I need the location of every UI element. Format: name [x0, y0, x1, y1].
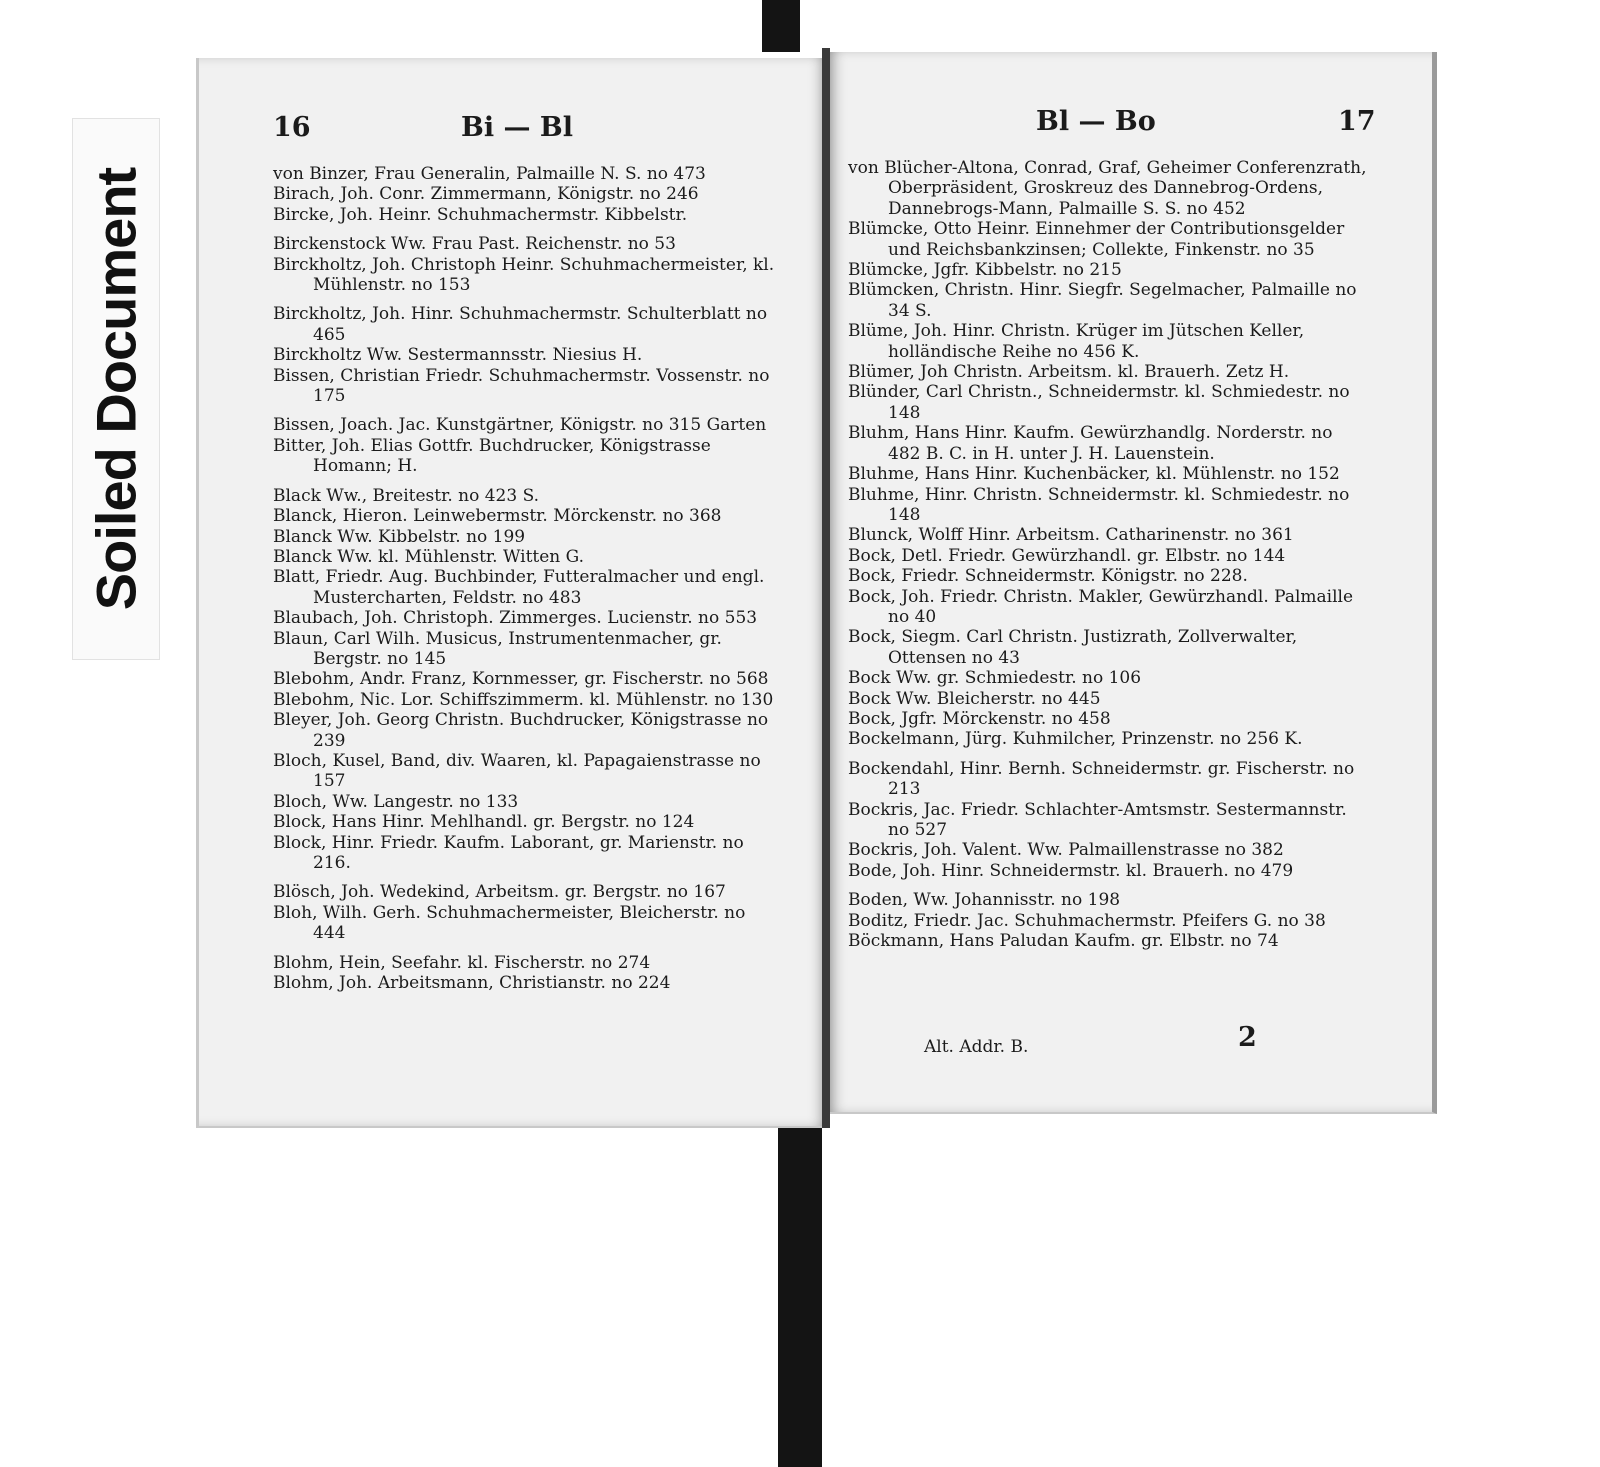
directory-entry: Bissen, Joach. Jac. Kunstgärtner, Königstr. no 315 Garten	[273, 415, 767, 436]
directory-entry: von Binzer, Frau Generalin, Palmaille N. S. no 473	[273, 164, 706, 184]
directory-entry: von Blücher-Altona, Conrad, Graf, Geheimer Conferenzrath, Oberpräsident, Groskreuz des Dannebrog-Ordens, Dannebrogs-Mann, Palmaille S. S. no 452	[848, 158, 1367, 219]
directory-entry: Blunck, Wolff Hinr. Arbeitsm. Catharinenstr. no 361	[848, 525, 1294, 546]
directory-entry: Black Ww., Breitestr. no 423 S.	[273, 485, 540, 506]
directory-entry: Bluhm, Hans Hinr. Kaufm. Gewürzhandlg. Norderstr. no 482 B. C. in H. unter J. H. Lauenstein.	[848, 423, 1333, 464]
binding-strip-bottom	[778, 1112, 822, 1467]
directory-entry: Block, Hinr. Friedr. Kaufm. Laborant, gr. Marienstr. no 216.	[273, 832, 744, 873]
binding-strip-top	[762, 0, 800, 52]
document-label-tab	[72, 118, 160, 660]
document-label: Soiled Document	[84, 167, 148, 611]
directory-entry: Blebohm, Nic. Lor. Schiffszimmerm. kl. Mühlenstr. no 130	[273, 689, 774, 710]
directory-entry: Bock, Detl. Friedr. Gewürzhandl. gr. Elbstr. no 144	[848, 545, 1286, 566]
directory-entry: Blatt, Friedr. Aug. Buchbinder, Futteralmacher und engl. Mustercharten, Feldstr. no 483	[273, 567, 765, 608]
directory-entry: Birckenstock Ww. Frau Past. Reichenstr. no 53	[273, 234, 676, 255]
directory-entry: Bitter, Joh. Elias Gottfr. Buchdrucker, Königstrasse Homann; H.	[273, 435, 711, 477]
directory-entry: Bloh, Wilh. Gerh. Schuhmachermeister, Bleicherstr. no 444	[273, 902, 746, 944]
directory-entry: Birckholtz, Joh. Hinr. Schuhmachermstr. Schulterblatt no 465	[273, 304, 768, 345]
directory-entry: Bock, Siegm. Carl Christn. Justizrath, Zollverwalter, Ottensen no 43	[848, 627, 1298, 668]
directory-entry: Bock Ww. gr. Schmiedestr. no 106	[848, 668, 1142, 689]
directory-entry: Bockris, Joh. Valent. Ww. Palmaillenstrasse no 382	[848, 840, 1284, 861]
directory-entry: Blohm, Hein, Seefahr. kl. Fischerstr. no 274	[273, 952, 651, 973]
directory-entry: Blösch, Joh. Wedekind, Arbeitsm. gr. Bergstr. no 167	[273, 882, 726, 903]
directory-entry: Blümcke, Jgfr. Kibbelstr. no 215	[848, 260, 1122, 281]
directory-entry: Bode, Joh. Hinr. Schneidermstr. kl. Brauerh. no 479	[848, 860, 1294, 881]
directory-entry: Bockris, Jac. Friedr. Schlachter-Amtsmstr. Sestermannstr. no 527	[848, 799, 1347, 840]
directory-entry: Bock, Friedr. Schneidermstr. Königstr. no 228.	[848, 566, 1248, 587]
directory-entry: Boden, Ww. Johannisstr. no 198	[848, 890, 1121, 911]
directory-entry: Blohm, Joh. Arbeitsmann, Christianstr. no 224	[273, 973, 671, 994]
directory-entry: Blümcke, Otto Heinr. Einnehmer der Contributionsgelder und Reichsbankzinsen; Collekte, Finkenstr. no 35	[848, 219, 1345, 260]
directory-entry: Blaun, Carl Wilh. Musicus, Instrumentenmacher, gr. Bergstr. no 145	[273, 628, 722, 669]
right-page-header-range: Bl — Bo	[1036, 106, 1156, 137]
directory-entry: Bloch, Ww. Langestr. no 133	[273, 791, 519, 812]
directory-entry: Blünder, Carl Christn., Schneidermstr. kl. Schmiedestr. no 148	[848, 382, 1350, 423]
book-gutter	[822, 48, 830, 1128]
directory-entry: Bluhme, Hinr. Christn. Schneidermstr. kl. Schmiedestr. no 148	[848, 484, 1350, 525]
directory-entry: Bock, Joh. Friedr. Christn. Makler, Gewürzhandl. Palmaille no 40	[848, 586, 1354, 627]
directory-entry: Böckmann, Hans Paludan Kaufm. gr. Elbstr. no 74	[848, 931, 1279, 952]
directory-entry: Bluhme, Hans Hinr. Kuchenbäcker, kl. Mühlenstr. no 152	[848, 464, 1340, 485]
left-entry-list	[273, 164, 783, 993]
sheet-number: 2	[1238, 1022, 1257, 1053]
left-page	[196, 58, 827, 1128]
directory-entry: Bockelmann, Jürg. Kuhmilcher, Prinzenstr. no 256 K.	[848, 729, 1303, 750]
directory-entry: Blüme, Joh. Hinr. Christn. Krüger im Jütschen Keller, holländische Reihe no 456 K.	[848, 321, 1305, 362]
signature-mark: Alt. Addr. B.	[924, 1037, 1029, 1057]
directory-entry: Blebohm, Andr. Franz, Kornmesser, gr. Fischerstr. no 568	[273, 669, 769, 690]
directory-entry: Boditz, Friedr. Jac. Schuhmachermstr. Pfeifers G. no 38	[848, 910, 1326, 931]
directory-entry: Bleyer, Joh. Georg Christn. Buchdrucker, Königstrasse no 239	[273, 710, 769, 751]
right-page-number: 17	[1338, 106, 1376, 137]
directory-entry: Bockendahl, Hinr. Bernh. Schneidermstr. gr. Fischerstr. no 213	[848, 758, 1355, 800]
directory-entry: Block, Hans Hinr. Mehlhandl. gr. Bergstr. no 124	[273, 812, 695, 833]
right-entry-list	[848, 158, 1368, 951]
directory-entry: Blanck Ww. kl. Mühlenstr. Witten G.	[273, 546, 585, 567]
right-page	[828, 52, 1437, 1114]
directory-entry: Blanck, Hieron. Leinwebermstr. Mörckenstr. no 368	[273, 506, 722, 527]
directory-entry: Bloch, Kusel, Band, div. Waaren, kl. Papagaienstrasse no 157	[273, 750, 761, 792]
directory-entry: Blümer, Joh Christn. Arbeitsm. kl. Brauerh. Zetz H.	[848, 362, 1290, 383]
directory-entry: Birckholtz Ww. Sestermannsstr. Niesius H.	[273, 345, 643, 366]
directory-entry: Birckholtz, Joh. Christoph Heinr. Schuhmachermeister, kl. Mühlenstr. no 153	[273, 254, 775, 296]
left-page-number: 16	[273, 112, 311, 143]
directory-entry: Blanck Ww. Kibbelstr. no 199	[273, 526, 526, 547]
directory-entry: Bock, Jgfr. Mörckenstr. no 458	[848, 708, 1111, 729]
directory-entry: Bissen, Christian Friedr. Schuhmachermstr. Vossenstr. no 175	[273, 365, 770, 407]
directory-entry: Blaubach, Joh. Christoph. Zimmerges. Lucienstr. no 553	[273, 608, 758, 629]
directory-entry: Birach, Joh. Conr. Zimmermann, Königstr. no 246	[273, 184, 699, 205]
directory-entry: Bock Ww. Bleicherstr. no 445	[848, 688, 1101, 709]
directory-entry: Blümcken, Christn. Hinr. Siegfr. Segelmacher, Palmaille no 34 S.	[848, 280, 1357, 321]
left-page-header-range: Bi — Bl	[461, 112, 573, 143]
directory-entry: Bircke, Joh. Heinr. Schuhmachermstr. Kibbelstr.	[273, 204, 688, 225]
